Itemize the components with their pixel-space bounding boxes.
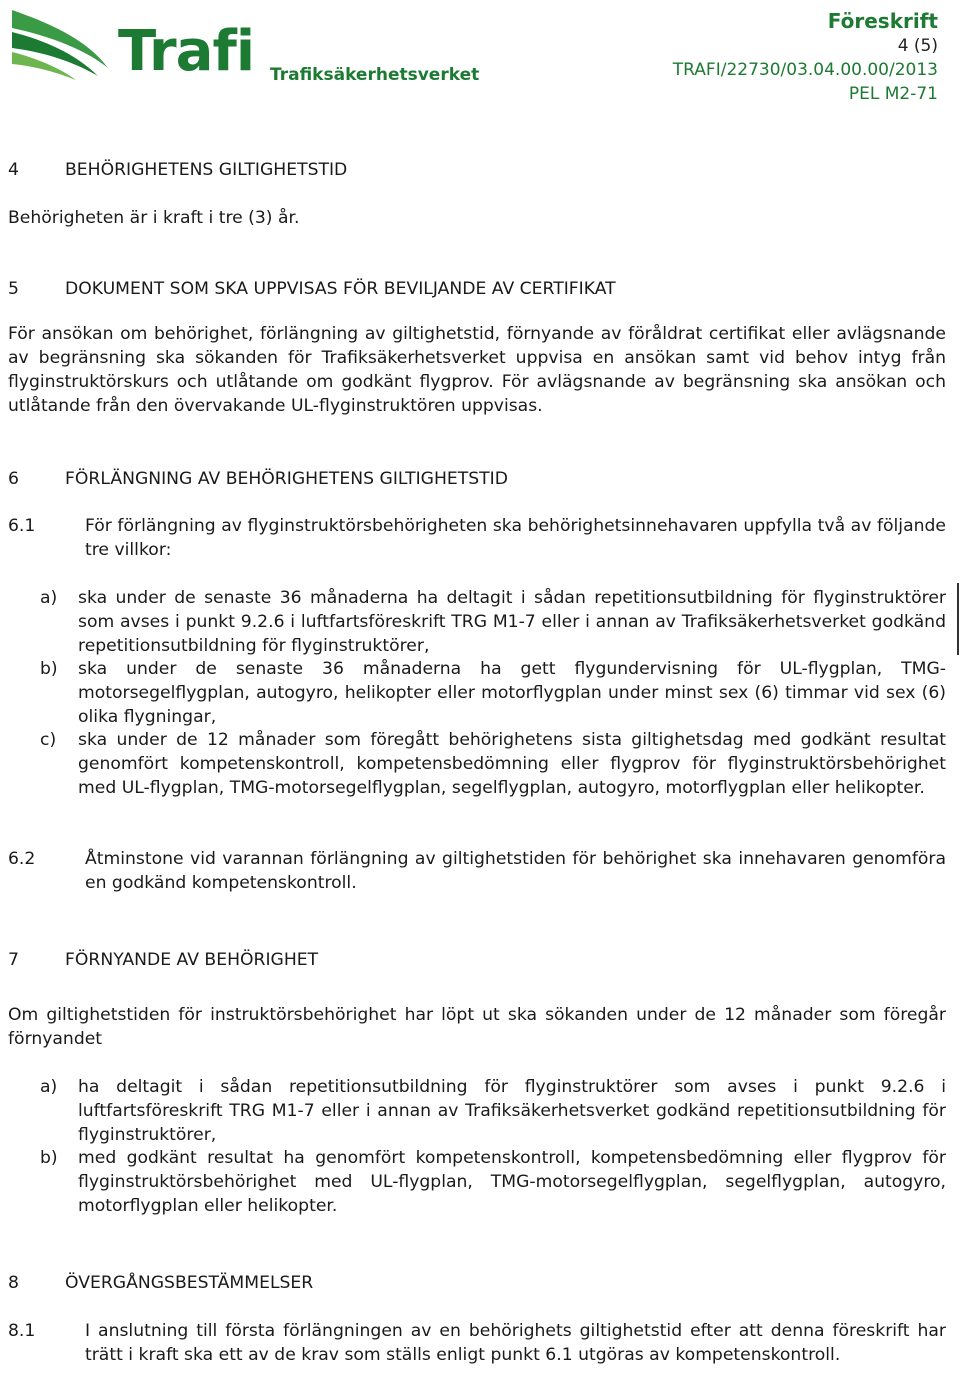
list-item [40,728,946,800]
page-number: 4 (5) [897,36,938,56]
revision-bar [957,583,959,655]
paragraph-6-1 [8,514,946,562]
section-title: ÖVERGÅNGSBESTÄMMELSER [65,1273,314,1293]
paragraph-number: 8.1 [8,1321,36,1341]
section-8-heading [8,1271,313,1295]
list-item-text: ska under de senaste 36 månaderna ha deltagit i sådan repetitionsutbildning för flyginstruktörer som avses i punkt 9.2.6 i luftfartsföreskrift TRG M1-7 eller i annan av Trafiksäkerhetsverket godkänd repetitionsutbildning för flyginstruktörer, [78,588,946,656]
paragraph-text: Åtminstone vid varannan förlängning av giltighetstiden för behörighet ska innehavaren genomföra en godkänd kompetenskontroll. [85,849,946,893]
document-type: Föreskrift [827,9,938,33]
document-reference: TRAFI/22730/03.04.00.00/2013 [672,60,938,80]
section-7-text: Om giltighetstiden för instruktörsbehörighet har löpt ut ska sökanden under de 12 månader som föregår förnyandet [8,1005,946,1049]
list-item-text: ska under de senaste 36 månaderna ha gett flygundervisning för UL-flygplan, TMG-motorsegelflygplan, autogyro, helikopter eller motorflygplan under minst sex (6) timmar vid sex (6) olika flygningar, [78,659,946,727]
paragraph-8-1 [8,1319,946,1367]
paragraph-6-2 [8,847,946,895]
paragraph-text: I anslutning till första förlängningen av en behörighets giltighetstid efter att denna föreskrift har trätt i kraft ska ett av de krav som ställs enligt punkt 6.1 utgöras av kompetenskontroll. [85,1321,946,1365]
section-number: 8 [8,1273,19,1293]
list-item [40,1075,946,1147]
paragraph-number: 6.2 [8,849,36,869]
section-7-heading [8,948,318,972]
list-marker: b) [40,1148,58,1168]
logo-wordmark: Trafi [118,19,255,84]
trafi-swoosh-icon [12,10,108,80]
paragraph-number: 6.1 [8,516,36,536]
section-number: 4 [8,160,19,180]
list-item [40,657,946,729]
section-number: 7 [8,950,19,970]
list-item-text: ska under de 12 månader som föregått behörighetens sista giltighetsdag med godkänt resultat genomfört kompetenskontroll, kompetensbedömning eller flygprov för flyginstruktörsbehörighet med UL-flygplan, TMG-motorsegelflygplan, segelflygplan, autogyro, motorflygplan eller helikopter. [78,730,946,798]
paragraph-text: För förlängning av flyginstruktörsbehörigheten ska behörighetsinnehavaren uppfylla två av följande tre villkor: [85,516,946,560]
section-4-text: Behörigheten är i kraft i tre (3) år. [8,208,300,228]
list-marker: a) [40,1077,58,1097]
section-6-heading [8,467,508,491]
trafi-logo [6,4,480,85]
list-item [40,586,946,658]
list-item [40,1146,946,1218]
list-marker: b) [40,659,58,679]
section-title: BEHÖRIGHETENS GILTIGHETSTID [65,160,348,180]
section-number: 5 [8,279,19,299]
document-code: PEL M2-71 [848,84,938,104]
section-4-heading [8,158,347,182]
list-item-text: ha deltagit i sådan repetitionsutbildning för flyginstruktörer som avses i punkt 9.2.6 i luftfartsföreskrift TRG M1-7 eller i annan av Trafiksäkerhetsverket godkänd repetitionsutbildning för flyginstruktörer, [78,1077,946,1145]
section-5-heading [8,277,616,301]
document-header [673,8,938,106]
list-marker: c) [40,730,57,750]
section-5-text: För ansökan om behörighet, förlängning av giltighetstid, förnyande av föråldrat certifikat eller avlägsnande av begränsning ska sökanden för Trafiksäkerhetsverket uppvisa en ansökan samt vid behov intyg från flyginstruktörskurs och utlåtande om godkänt flygprov. För avlägsnande av begränsning ska ansökan och utlåtande från den övervakande UL-flyginstruktören uppvisas. [8,324,946,416]
list-marker: a) [40,588,58,608]
section-number: 6 [8,469,19,489]
section-title: FÖRNYANDE AV BEHÖRIGHET [65,950,319,970]
section-title: FÖRLÄNGNING AV BEHÖRIGHETENS GILTIGHETSTID [65,469,508,489]
list-item-text: med godkänt resultat ha genomfört kompetenskontroll, kompetensbedömning eller flygprov för flyginstruktörsbehörighet med UL-flygplan, TMG-motorsegelflygplan, segelflygplan, autogyro, motorflygplan eller helikopter. [78,1148,946,1216]
logo-subtitle: Trafiksäkerhetsverket [270,65,480,85]
section-title: DOKUMENT SOM SKA UPPVISAS FÖR BEVILJANDE AV CERTIFIKAT [65,279,616,299]
